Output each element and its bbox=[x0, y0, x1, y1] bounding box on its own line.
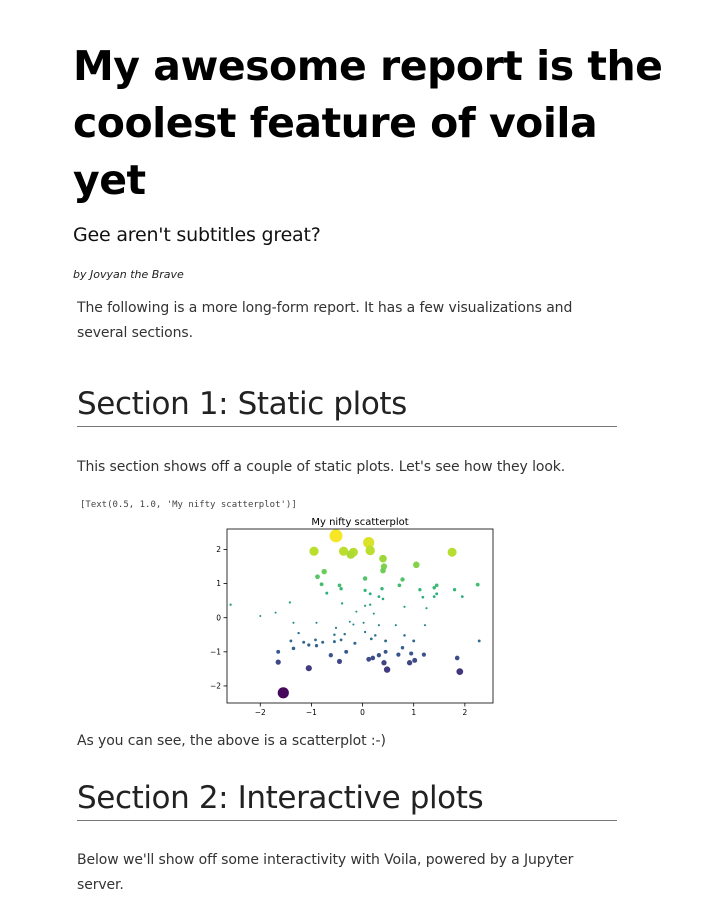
scatter-point bbox=[433, 595, 436, 598]
scatter-point bbox=[343, 633, 345, 635]
scatter-point bbox=[339, 587, 342, 590]
section-2-text: Below we'll show off some interactivity with Voila, powered by a Jupyter server. bbox=[77, 852, 574, 893]
scatter-point bbox=[396, 652, 400, 656]
scatter-point bbox=[378, 624, 380, 626]
y-tick-label: 0 bbox=[216, 613, 221, 623]
scatter-point bbox=[380, 587, 383, 590]
scatter-point bbox=[379, 555, 387, 563]
scatterplot-caption: As you can see, the above is a scatterplot :-) bbox=[77, 733, 386, 749]
x-tick-label: 2 bbox=[462, 708, 468, 717]
scatter-point bbox=[363, 589, 366, 592]
y-tick-label: −1 bbox=[209, 647, 221, 657]
report-subtitle: Gee aren't subtitles great? bbox=[73, 224, 321, 246]
scatter-point bbox=[384, 666, 390, 672]
scatter-points bbox=[229, 529, 480, 698]
scatter-point bbox=[325, 592, 328, 595]
scatter-point bbox=[448, 548, 457, 557]
scatter-point bbox=[278, 687, 289, 698]
scatter-point bbox=[424, 624, 426, 626]
scatter-point bbox=[306, 665, 312, 671]
scatter-point bbox=[292, 647, 296, 651]
scatter-point bbox=[275, 612, 277, 614]
x-tick-label: 0 bbox=[360, 708, 365, 717]
scatter-point bbox=[353, 642, 356, 645]
scatter-point bbox=[412, 658, 417, 663]
scatter-point bbox=[229, 604, 231, 606]
y-tick-label: 2 bbox=[216, 545, 221, 555]
x-tick-label: −1 bbox=[305, 708, 317, 717]
scatter-point bbox=[401, 646, 404, 649]
scatter-point bbox=[340, 639, 343, 642]
scatter-point bbox=[366, 546, 375, 555]
scatter-point bbox=[453, 588, 456, 591]
scatter-point bbox=[381, 660, 386, 665]
scatter-point bbox=[289, 601, 291, 603]
scatter-point bbox=[341, 602, 343, 604]
scatter-point bbox=[352, 623, 354, 625]
scatter-point bbox=[333, 640, 336, 643]
scatter-point bbox=[478, 639, 481, 642]
scatter-point bbox=[409, 651, 413, 655]
scatter-point bbox=[364, 631, 366, 633]
scatter-point bbox=[302, 641, 305, 644]
scatter-point bbox=[338, 583, 342, 587]
scatter-point bbox=[374, 634, 377, 637]
scatter-point bbox=[377, 653, 381, 657]
scatter-point bbox=[259, 615, 261, 617]
scatter-point bbox=[344, 650, 348, 654]
scatter-point bbox=[363, 622, 365, 624]
chart-title: My nifty scatterplot bbox=[311, 517, 409, 528]
scatter-point bbox=[335, 627, 337, 629]
y-tick-label: 1 bbox=[216, 579, 221, 589]
scatter-point bbox=[455, 656, 460, 661]
scatter-point bbox=[422, 652, 426, 656]
scatter-point bbox=[476, 583, 480, 587]
scatter-point bbox=[425, 607, 427, 609]
scatter-point bbox=[364, 605, 366, 607]
scatter-point bbox=[355, 611, 357, 613]
intro-paragraph: The following is a more long-form report. It has a few visualizations and several sections. bbox=[77, 300, 573, 341]
scatter-point bbox=[403, 606, 405, 608]
scatter-point bbox=[413, 562, 420, 569]
scatter-point bbox=[384, 650, 388, 654]
axis-ticks bbox=[210, 545, 468, 717]
scatter-point bbox=[373, 613, 375, 615]
scatter-point bbox=[422, 596, 425, 599]
scatter-point bbox=[418, 588, 421, 591]
y-tick-label: −2 bbox=[209, 681, 221, 691]
scatter-point bbox=[378, 595, 381, 598]
scatter-point bbox=[370, 638, 373, 641]
scatter-point bbox=[380, 568, 386, 574]
scatter-point bbox=[400, 577, 404, 581]
report-title: My awesome report is the coolest feature of voila yet bbox=[73, 42, 663, 204]
scatter-point bbox=[370, 656, 375, 661]
scatter-point bbox=[366, 657, 371, 662]
scatter-point bbox=[395, 624, 397, 626]
scatter-point bbox=[315, 622, 317, 624]
scatter-point bbox=[461, 595, 464, 598]
scatter-point bbox=[297, 632, 299, 634]
x-tick-label: −2 bbox=[254, 708, 266, 717]
scatter-point bbox=[307, 643, 310, 646]
scatter-point bbox=[407, 660, 412, 665]
scatter-point bbox=[369, 592, 372, 595]
scatter-point bbox=[315, 574, 320, 579]
scatter-point bbox=[292, 622, 294, 624]
scatter-point bbox=[398, 583, 402, 587]
scatter-point bbox=[333, 634, 335, 636]
scatter-point bbox=[363, 576, 368, 581]
scatter-point bbox=[276, 650, 280, 654]
scatter-point bbox=[321, 569, 326, 574]
section-1-text: This section shows off a couple of static plots. Let's see how they look. bbox=[77, 459, 566, 475]
scatter-point bbox=[403, 634, 406, 637]
scatter-point bbox=[382, 598, 385, 601]
scatterplot-chart bbox=[196, 512, 506, 722]
scatter-point bbox=[315, 644, 318, 647]
scatter-point bbox=[349, 621, 351, 623]
scatter-point bbox=[314, 639, 317, 642]
scatter-point bbox=[320, 582, 324, 586]
scatter-point bbox=[369, 604, 371, 606]
scatter-point bbox=[435, 592, 438, 595]
scatter-point bbox=[321, 641, 324, 644]
report-byline: by Jovyan the Brave bbox=[73, 268, 184, 281]
scatter-point bbox=[289, 639, 292, 642]
scatter-point bbox=[384, 639, 387, 642]
scatter-point bbox=[456, 668, 463, 675]
scatter-point bbox=[347, 550, 356, 559]
scatter-point bbox=[309, 547, 318, 556]
scatter-point bbox=[329, 653, 333, 657]
scatter-point bbox=[432, 586, 435, 589]
scatter-point bbox=[337, 659, 342, 664]
section-2-heading: Section 2: Interactive plots bbox=[77, 778, 617, 821]
x-tick-label: 1 bbox=[411, 708, 417, 717]
scatter-point bbox=[412, 639, 415, 642]
cell-output-text: [Text(0.5, 1.0, 'My nifty scatterplot')] bbox=[80, 500, 297, 510]
scatter-point bbox=[276, 659, 281, 664]
section-1-heading: Section 1: Static plots bbox=[77, 384, 617, 427]
scatter-point bbox=[330, 529, 343, 542]
